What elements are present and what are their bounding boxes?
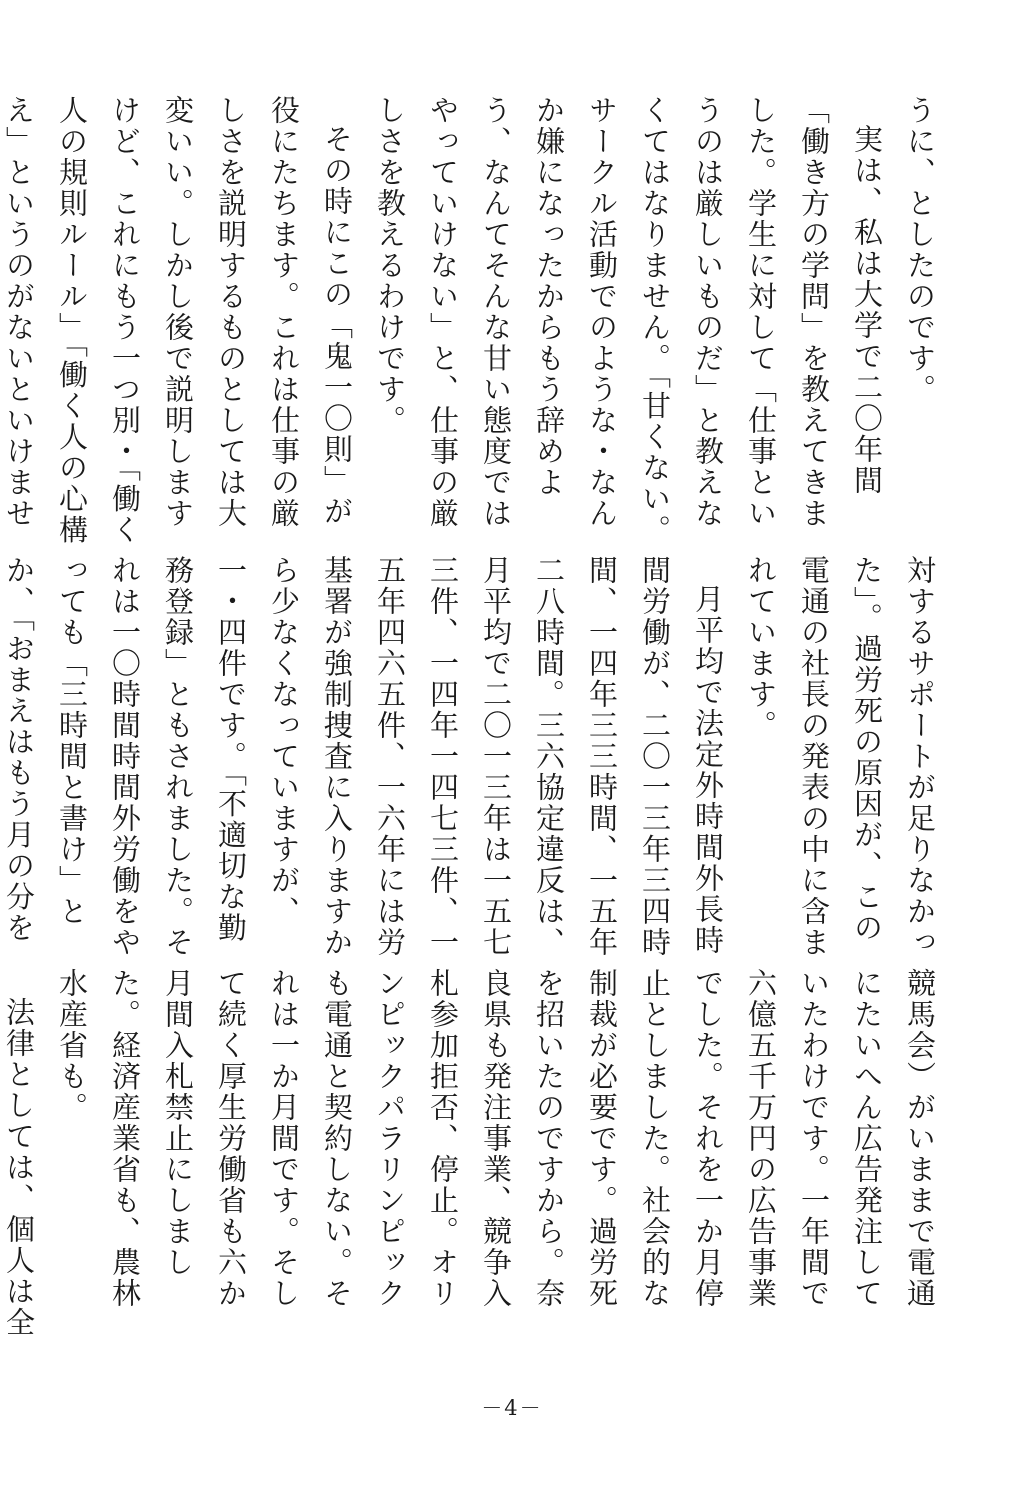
paragraph: 法律としては、個人は全	[2, 997, 36, 1338]
paragraph: 競馬会）がいままで電通にたいへん広告発注していたわけです。一年間で六億五千万円の広告事業でした。それを一か月停止としました。社会的な制裁が必要です。過労死を招いたのですから。奈良県も発注事業、競争入札参加拒否、停止。オリンピックパラリンピックも電通と契約しない。それは一か月間です。そして続く厚生労働省も六か月間入札禁止にしました。経済産業省も、農林水産省も。	[55, 968, 937, 1309]
paragraph: うに、としたのです。	[903, 95, 937, 405]
paragraph: 実は、私は大学で二〇年間「働き方の学問」を教えてきました。学生に対して「仕事というのは厳しいものだ」と教えなくてはなりません。「甘くない。サークル活動でのような・なんか嫌になったからもう辞めよう、なんてそんな甘い態度ではやっていけない」と、仕事の厳しさを教えるわけです。	[373, 95, 884, 546]
paragraph: その時にこの「鬼一〇則」が役にたちます。これは仕事の厳しさを説明するものとしては大変いい。しかし後で説明しますけど、これにもう一つ別・「働く人の規則ルール」「働く人の心構え」というのがないといけませ	[2, 95, 354, 546]
page-number: －4－	[481, 1396, 543, 1420]
paragraph: 月平均で法定外時間外長時間労働が、二〇一三年三四時間、一四年三三時間、一五年二八時間。三六協定違反は、月平均で二〇一三年は一五七三件、一四年一四七三件、一五年四六五件、一六年には労基署が強制捜査に入りますから少なくなっていますが、一・四件です。「不適切な勤務登録」ともされました。それは一〇時間時間外労働をやっても「三時間と書け」とか、「おまえはもう月の分を	[2, 555, 725, 958]
text-block-upper	[0, 95, 946, 547]
text-block-middle	[0, 555, 946, 960]
paragraph: 対するサポートが足りなかった」。過労死の原因が、この電通の社長の発表の中に含まれています。	[744, 555, 937, 958]
text-block-lower	[0, 968, 946, 1338]
